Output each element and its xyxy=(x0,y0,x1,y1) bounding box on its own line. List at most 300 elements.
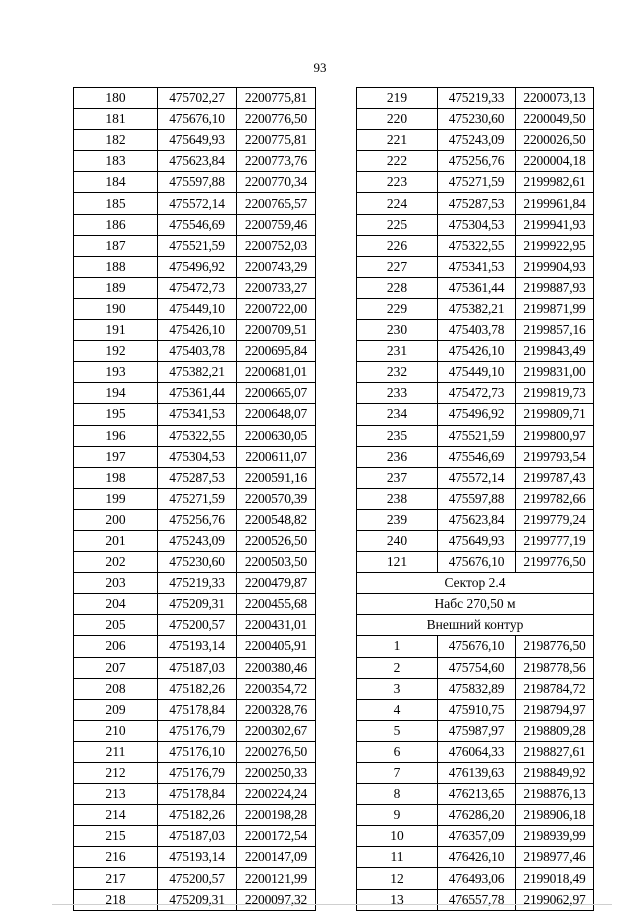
coordinate-y: 2200630,05 xyxy=(237,425,316,446)
table-row xyxy=(357,763,594,784)
coordinate-y: 2200405,91 xyxy=(237,636,316,657)
point-number: 12 xyxy=(357,868,438,889)
coordinate-x: 475382,21 xyxy=(158,362,237,383)
point-number: 187 xyxy=(74,235,158,256)
coordinate-x: 475243,09 xyxy=(158,530,237,551)
coordinate-y: 2199941,93 xyxy=(516,214,594,235)
coordinate-y: 2200026,50 xyxy=(516,130,594,151)
point-number: 182 xyxy=(74,130,158,151)
point-number: 216 xyxy=(74,847,158,868)
coordinate-x: 475572,14 xyxy=(438,467,516,488)
point-number: 1 xyxy=(357,636,438,657)
coordinate-x: 475256,76 xyxy=(438,151,516,172)
point-number: 206 xyxy=(74,636,158,657)
coordinate-y: 2198809,28 xyxy=(516,720,594,741)
coordinate-y: 2199904,93 xyxy=(516,256,594,277)
coordinate-x: 475449,10 xyxy=(438,362,516,383)
coordinate-y: 2199843,49 xyxy=(516,341,594,362)
table-row xyxy=(74,805,316,826)
coordinate-x: 475702,27 xyxy=(158,88,237,109)
coordinate-y: 2200770,34 xyxy=(237,172,316,193)
table-row xyxy=(74,615,316,636)
coordinate-x: 475496,92 xyxy=(438,404,516,425)
coordinate-x: 475623,84 xyxy=(438,509,516,530)
point-number: 222 xyxy=(357,151,438,172)
coordinate-x: 476426,10 xyxy=(438,847,516,868)
coordinate-x: 475546,69 xyxy=(158,214,237,235)
coordinate-x: 475230,60 xyxy=(438,109,516,130)
coordinate-x: 475176,79 xyxy=(158,763,237,784)
point-number: 219 xyxy=(357,88,438,109)
coordinate-x: 475649,93 xyxy=(438,530,516,551)
coordinate-y: 2200172,54 xyxy=(237,826,316,847)
coordinate-y: 2200328,76 xyxy=(237,699,316,720)
point-number: 212 xyxy=(74,763,158,784)
table-row xyxy=(74,488,316,509)
point-number: 200 xyxy=(74,509,158,530)
point-number: 191 xyxy=(74,320,158,341)
point-number: 8 xyxy=(357,784,438,805)
table-row xyxy=(357,320,594,341)
coordinate-y: 2199018,49 xyxy=(516,868,594,889)
point-number: 225 xyxy=(357,214,438,235)
coordinate-x: 475521,59 xyxy=(438,425,516,446)
table-row xyxy=(357,636,594,657)
coordinate-y: 2200759,46 xyxy=(237,214,316,235)
contour-label: Внешний контур xyxy=(357,615,594,636)
coordinate-y: 2199062,97 xyxy=(516,889,594,910)
coordinate-x: 475546,69 xyxy=(438,446,516,467)
coordinate-y: 2200455,68 xyxy=(237,594,316,615)
coordinate-x: 476286,20 xyxy=(438,805,516,826)
coordinate-x: 475178,84 xyxy=(158,699,237,720)
coordinate-y: 2200276,50 xyxy=(237,741,316,762)
table-row xyxy=(357,404,594,425)
coordinates-table-left xyxy=(73,87,316,911)
point-number: 9 xyxy=(357,805,438,826)
point-number: 205 xyxy=(74,615,158,636)
table-row xyxy=(357,889,594,910)
coordinate-y: 2199831,00 xyxy=(516,362,594,383)
coordinate-x: 475176,79 xyxy=(158,720,237,741)
table-row xyxy=(357,720,594,741)
table-row xyxy=(74,868,316,889)
coordinate-x: 476139,63 xyxy=(438,763,516,784)
coordinate-y: 2200479,87 xyxy=(237,573,316,594)
coordinate-x: 475987,97 xyxy=(438,720,516,741)
coordinate-x: 475200,57 xyxy=(158,615,237,636)
coordinate-x: 476064,33 xyxy=(438,741,516,762)
table-row xyxy=(74,193,316,214)
point-number: 121 xyxy=(357,552,438,573)
coordinate-y: 2199871,99 xyxy=(516,298,594,319)
coordinate-x: 475182,26 xyxy=(158,678,237,699)
coordinate-x: 475676,10 xyxy=(438,636,516,657)
table-row xyxy=(357,88,594,109)
point-number: 199 xyxy=(74,488,158,509)
coordinate-y: 2200681,01 xyxy=(237,362,316,383)
point-number: 202 xyxy=(74,552,158,573)
coordinate-x: 475209,31 xyxy=(158,594,237,615)
coordinate-y: 2199961,84 xyxy=(516,193,594,214)
coordinate-y: 2200147,09 xyxy=(237,847,316,868)
coordinate-y: 2200648,07 xyxy=(237,404,316,425)
coordinate-x: 475676,10 xyxy=(438,552,516,573)
point-number: 5 xyxy=(357,720,438,741)
coordinate-x: 475341,53 xyxy=(438,256,516,277)
coordinate-x: 475597,88 xyxy=(438,488,516,509)
point-number: 203 xyxy=(74,573,158,594)
page-bottom-edge xyxy=(52,904,612,905)
table-row xyxy=(357,467,594,488)
table-row xyxy=(74,341,316,362)
point-number: 218 xyxy=(74,889,158,910)
point-number: 181 xyxy=(74,109,158,130)
point-number: 238 xyxy=(357,488,438,509)
sector-title-row xyxy=(357,573,594,594)
table-row xyxy=(74,763,316,784)
point-number: 233 xyxy=(357,383,438,404)
table-row xyxy=(357,741,594,762)
table-row xyxy=(74,214,316,235)
coordinate-x: 475649,93 xyxy=(158,130,237,151)
table-row xyxy=(357,552,594,573)
coordinate-x: 476357,09 xyxy=(438,826,516,847)
point-number: 190 xyxy=(74,298,158,319)
table-row xyxy=(357,805,594,826)
table-row xyxy=(357,362,594,383)
point-number: 196 xyxy=(74,425,158,446)
coordinate-y: 2199779,24 xyxy=(516,509,594,530)
coordinate-y: 2200354,72 xyxy=(237,678,316,699)
coordinate-y: 2200665,07 xyxy=(237,383,316,404)
coordinate-y: 2200198,28 xyxy=(237,805,316,826)
coordinate-x: 475304,53 xyxy=(438,214,516,235)
table-row xyxy=(74,235,316,256)
table-row xyxy=(357,530,594,551)
point-number: 228 xyxy=(357,277,438,298)
point-number: 237 xyxy=(357,467,438,488)
coordinate-x: 475676,10 xyxy=(158,109,237,130)
coordinate-y: 2200224,24 xyxy=(237,784,316,805)
point-number: 201 xyxy=(74,530,158,551)
coordinate-x: 475271,59 xyxy=(158,488,237,509)
table-row xyxy=(357,699,594,720)
table-row xyxy=(357,256,594,277)
coordinate-x: 475176,10 xyxy=(158,741,237,762)
coordinate-y: 2200548,82 xyxy=(237,509,316,530)
table-row xyxy=(357,172,594,193)
coordinate-y: 2199922,95 xyxy=(516,235,594,256)
table-row xyxy=(74,594,316,615)
table-row xyxy=(74,720,316,741)
point-number: 214 xyxy=(74,805,158,826)
table-row xyxy=(357,425,594,446)
table-row xyxy=(357,235,594,256)
coordinate-y: 2200611,07 xyxy=(237,446,316,467)
point-number: 229 xyxy=(357,298,438,319)
coordinate-y: 2199787,43 xyxy=(516,467,594,488)
coordinate-y: 2199982,61 xyxy=(516,172,594,193)
table-row xyxy=(357,277,594,298)
coordinate-x: 475472,73 xyxy=(158,277,237,298)
coordinate-y: 2199777,19 xyxy=(516,530,594,551)
coordinate-x: 475230,60 xyxy=(158,552,237,573)
coordinate-y: 2200775,81 xyxy=(237,130,316,151)
coordinate-x: 475193,14 xyxy=(158,847,237,868)
table-row xyxy=(74,109,316,130)
coordinate-y: 2199776,50 xyxy=(516,552,594,573)
coordinate-y: 2198906,18 xyxy=(516,805,594,826)
table-row xyxy=(74,657,316,678)
coordinate-x: 475403,78 xyxy=(438,320,516,341)
point-number: 193 xyxy=(74,362,158,383)
coordinate-x: 475200,57 xyxy=(158,868,237,889)
table-row xyxy=(74,467,316,488)
point-number: 210 xyxy=(74,720,158,741)
coordinate-x: 475256,76 xyxy=(158,509,237,530)
table-row xyxy=(74,362,316,383)
point-number: 240 xyxy=(357,530,438,551)
table-row xyxy=(74,320,316,341)
coordinate-x: 475178,84 xyxy=(158,784,237,805)
point-number: 208 xyxy=(74,678,158,699)
table-row xyxy=(74,425,316,446)
point-number: 6 xyxy=(357,741,438,762)
table-row xyxy=(357,826,594,847)
point-number: 235 xyxy=(357,425,438,446)
coordinate-x: 475403,78 xyxy=(158,341,237,362)
coordinate-y: 2200073,13 xyxy=(516,88,594,109)
coordinate-x: 475496,92 xyxy=(158,256,237,277)
coordinate-y: 2200695,84 xyxy=(237,341,316,362)
coordinate-x: 475521,59 xyxy=(158,235,237,256)
coordinate-y: 2199782,66 xyxy=(516,488,594,509)
coordinate-x: 475472,73 xyxy=(438,383,516,404)
sector-height: Набс 270,50 м xyxy=(357,594,594,615)
table-row xyxy=(74,847,316,868)
coordinate-y: 2198827,61 xyxy=(516,741,594,762)
table-row xyxy=(74,530,316,551)
coordinate-y: 2198977,46 xyxy=(516,847,594,868)
coordinate-x: 475572,14 xyxy=(158,193,237,214)
sector-title: Сектор 2.4 xyxy=(357,573,594,594)
coordinate-y: 2198778,56 xyxy=(516,657,594,678)
point-number: 192 xyxy=(74,341,158,362)
point-number: 227 xyxy=(357,256,438,277)
coordinate-y: 2199793,54 xyxy=(516,446,594,467)
coordinate-x: 475209,31 xyxy=(158,889,237,910)
point-number: 220 xyxy=(357,109,438,130)
coordinate-y: 2199800,97 xyxy=(516,425,594,446)
coordinate-x: 475341,53 xyxy=(158,404,237,425)
point-number: 234 xyxy=(357,404,438,425)
point-number: 188 xyxy=(74,256,158,277)
coordinate-y: 2198939,99 xyxy=(516,826,594,847)
point-number: 215 xyxy=(74,826,158,847)
table-row xyxy=(357,151,594,172)
coordinate-x: 475426,10 xyxy=(438,341,516,362)
point-number: 232 xyxy=(357,362,438,383)
coordinate-y: 2200765,57 xyxy=(237,193,316,214)
table-row xyxy=(357,214,594,235)
point-number: 197 xyxy=(74,446,158,467)
coordinate-y: 2200503,50 xyxy=(237,552,316,573)
coordinate-x: 476493,06 xyxy=(438,868,516,889)
point-number: 226 xyxy=(357,235,438,256)
table-row xyxy=(74,509,316,530)
coordinate-y: 2200591,16 xyxy=(237,467,316,488)
coordinate-x: 475382,21 xyxy=(438,298,516,319)
point-number: 2 xyxy=(357,657,438,678)
point-number: 180 xyxy=(74,88,158,109)
table-row xyxy=(357,109,594,130)
coordinate-y: 2200121,99 xyxy=(237,868,316,889)
coordinate-y: 2200097,32 xyxy=(237,889,316,910)
page-number: 93 xyxy=(313,60,327,75)
table-row xyxy=(74,151,316,172)
point-number: 189 xyxy=(74,277,158,298)
point-number: 211 xyxy=(74,741,158,762)
coordinate-y: 2200776,50 xyxy=(237,109,316,130)
point-number: 185 xyxy=(74,193,158,214)
table-row xyxy=(357,298,594,319)
coordinate-x: 475287,53 xyxy=(158,467,237,488)
coordinate-x: 475832,89 xyxy=(438,678,516,699)
table-row xyxy=(357,383,594,404)
point-number: 10 xyxy=(357,826,438,847)
coordinate-y: 2200773,76 xyxy=(237,151,316,172)
coordinate-x: 476213,65 xyxy=(438,784,516,805)
table-row xyxy=(74,784,316,805)
coordinate-y: 2200302,67 xyxy=(237,720,316,741)
coordinate-y: 2200733,27 xyxy=(237,277,316,298)
coordinate-y: 2199887,93 xyxy=(516,277,594,298)
coordinate-y: 2200722,00 xyxy=(237,298,316,319)
table-row xyxy=(357,784,594,805)
table-row xyxy=(74,636,316,657)
table-row xyxy=(74,172,316,193)
coordinate-x: 475219,33 xyxy=(158,573,237,594)
coordinate-x: 475322,55 xyxy=(438,235,516,256)
point-number: 231 xyxy=(357,341,438,362)
point-number: 13 xyxy=(357,889,438,910)
table-row xyxy=(74,256,316,277)
point-number: 239 xyxy=(357,509,438,530)
coordinate-y: 2198776,50 xyxy=(516,636,594,657)
point-number: 194 xyxy=(74,383,158,404)
point-number: 230 xyxy=(357,320,438,341)
table-row xyxy=(74,130,316,151)
point-number: 183 xyxy=(74,151,158,172)
point-number: 204 xyxy=(74,594,158,615)
point-number: 217 xyxy=(74,868,158,889)
coordinate-x: 475426,10 xyxy=(158,320,237,341)
table-row xyxy=(74,383,316,404)
table-row xyxy=(357,509,594,530)
coordinate-y: 2200743,29 xyxy=(237,256,316,277)
table-row xyxy=(357,678,594,699)
coordinate-y: 2200752,03 xyxy=(237,235,316,256)
table-row xyxy=(357,868,594,889)
table-row xyxy=(74,404,316,425)
coordinate-y: 2200250,33 xyxy=(237,763,316,784)
table-row xyxy=(357,130,594,151)
table-row xyxy=(74,552,316,573)
coordinate-x: 476557,78 xyxy=(438,889,516,910)
coordinate-y: 2200709,51 xyxy=(237,320,316,341)
coordinate-x: 475287,53 xyxy=(438,193,516,214)
point-number: 209 xyxy=(74,699,158,720)
coordinate-x: 475243,09 xyxy=(438,130,516,151)
table-row xyxy=(357,193,594,214)
table-row xyxy=(74,573,316,594)
table-row xyxy=(357,341,594,362)
point-number: 186 xyxy=(74,214,158,235)
coordinate-y: 2200526,50 xyxy=(237,530,316,551)
coordinate-y: 2200570,39 xyxy=(237,488,316,509)
table-row xyxy=(357,446,594,467)
coordinate-y: 2198784,72 xyxy=(516,678,594,699)
point-number: 213 xyxy=(74,784,158,805)
coordinates-table-right xyxy=(356,87,594,911)
point-number: 11 xyxy=(357,847,438,868)
coordinate-y: 2199819,73 xyxy=(516,383,594,404)
point-number: 7 xyxy=(357,763,438,784)
point-number: 195 xyxy=(74,404,158,425)
table-row xyxy=(74,699,316,720)
point-number: 198 xyxy=(74,467,158,488)
point-number: 207 xyxy=(74,657,158,678)
coordinate-y: 2199857,16 xyxy=(516,320,594,341)
coordinate-x: 475182,26 xyxy=(158,805,237,826)
point-number: 224 xyxy=(357,193,438,214)
table-row xyxy=(74,826,316,847)
table-row xyxy=(74,446,316,467)
point-number: 184 xyxy=(74,172,158,193)
coordinate-x: 475187,03 xyxy=(158,657,237,678)
coordinate-x: 475623,84 xyxy=(158,151,237,172)
table-row xyxy=(357,847,594,868)
coordinate-x: 475187,03 xyxy=(158,826,237,847)
table-row xyxy=(74,88,316,109)
coordinate-x: 475304,53 xyxy=(158,446,237,467)
coordinate-y: 2198876,13 xyxy=(516,784,594,805)
coordinate-y: 2198794,97 xyxy=(516,699,594,720)
coordinate-x: 475361,44 xyxy=(438,277,516,298)
table-row xyxy=(74,678,316,699)
coordinate-x: 475219,33 xyxy=(438,88,516,109)
coordinate-x: 475597,88 xyxy=(158,172,237,193)
coordinate-x: 475193,14 xyxy=(158,636,237,657)
point-number: 3 xyxy=(357,678,438,699)
coordinate-y: 2200004,18 xyxy=(516,151,594,172)
coordinate-y: 2200431,01 xyxy=(237,615,316,636)
coordinate-y: 2198849,92 xyxy=(516,763,594,784)
table-row xyxy=(74,298,316,319)
table-row xyxy=(74,741,316,762)
coordinate-x: 475754,60 xyxy=(438,657,516,678)
table-row xyxy=(74,277,316,298)
coordinate-x: 475361,44 xyxy=(158,383,237,404)
table-row xyxy=(74,889,316,910)
point-number: 223 xyxy=(357,172,438,193)
point-number: 236 xyxy=(357,446,438,467)
table-row xyxy=(357,657,594,678)
coordinate-x: 475271,59 xyxy=(438,172,516,193)
coordinate-y: 2200049,50 xyxy=(516,109,594,130)
coordinate-y: 2199809,71 xyxy=(516,404,594,425)
